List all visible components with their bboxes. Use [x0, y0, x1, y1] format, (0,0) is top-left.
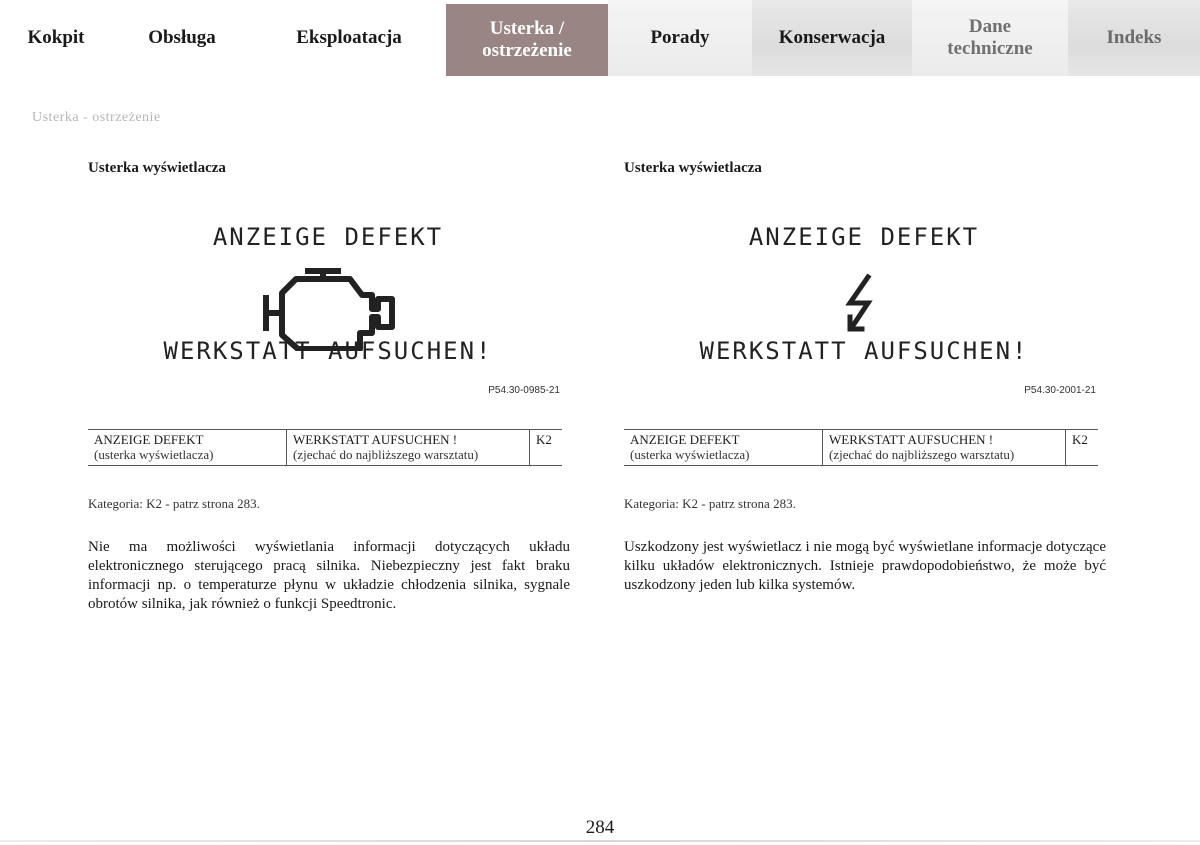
lightning-icon [842, 273, 876, 337]
category-note: Kategoria: K2 - patrz strona 283. [624, 496, 796, 511]
nav-tab-dane-techniczne[interactable] [912, 0, 1068, 76]
cell-main: ANZEIGE DEFEKT [630, 432, 740, 447]
table-cell [823, 430, 1066, 466]
right-section [624, 160, 1106, 593]
message-table [624, 429, 1098, 466]
section-title: Usterka wyświetlacza [624, 160, 762, 176]
table-cell [88, 430, 287, 466]
cell-sub: (usterka wyświetlacza) [630, 447, 750, 462]
cell-main: ANZEIGE DEFEKT [94, 432, 204, 447]
nav-tab-usterka-ostrzezenie[interactable] [446, 4, 608, 76]
nav-tab-porady[interactable] [608, 0, 752, 76]
table-row [624, 430, 1098, 466]
display-line-1: ANZEIGE DEFEKT [748, 223, 980, 251]
body-text: Uszkodzony jest wyświetlacz i nie mogą być wyświetlane informacje dotyczące kilku układów elektronicznych. Istnieje prawdopodobieństwo, że może być uszkodzony jeden lub kilka systemów. [624, 539, 1106, 593]
section-title: Usterka wyświetlacza [88, 160, 226, 176]
nav-tab-kokpit[interactable] [0, 0, 112, 76]
cell-main: WERKSTATT AUFSUCHEN ! [829, 432, 994, 447]
cell-sub: (zjechać do najbliższego warsztatu) [293, 447, 479, 462]
display-line-2: WERKSTATT AUFSUCHEN! [699, 337, 1029, 365]
display-illustration [624, 195, 1104, 396]
display-line-1: ANZEIGE DEFEKT [212, 223, 444, 251]
cell-main: WERKSTATT AUFSUCHEN ! [293, 432, 458, 447]
nav-tab-label: Dane techniczne [947, 16, 1033, 59]
nav-tab-label: Usterka / ostrzeżenie [482, 18, 572, 61]
nav-tab-indeks[interactable] [1068, 0, 1200, 76]
nav-tab-label: Obsługa [148, 27, 216, 48]
nav-tab-label: Kokpit [27, 27, 85, 48]
table-cell [624, 430, 823, 466]
nav-tab-label: Eksploatacja [296, 27, 402, 48]
top-navigation [0, 0, 1200, 76]
table-cell-category: K2 [1066, 430, 1099, 466]
cell-sub: (usterka wyświetlacza) [94, 447, 214, 462]
nav-tab-label: Indeks [1106, 27, 1162, 48]
left-section [88, 160, 570, 612]
table-cell [287, 430, 530, 466]
page-number: 284 [585, 817, 615, 838]
nav-tab-eksploatacja[interactable] [252, 0, 446, 76]
cell-sub: (zjechać do najbliższego warsztatu) [829, 447, 1015, 462]
table-row [88, 430, 562, 466]
nav-tab-konserwacja[interactable] [752, 0, 912, 76]
category-note: Kategoria: K2 - patrz strona 283. [88, 496, 260, 511]
footer-divider [0, 840, 1200, 842]
body-text: Nie ma możliwości wyświetlania informacji dotyczących układu elektronicznego sterującego pracą silnika. Niebezpieczny jest fakt braku informacji np. o temperaturze płynu w układzie chłodzenia silnika, sygnale obrotów silnika, jak również o funkcji Speedtronic. [88, 539, 570, 612]
figure-code: P54.30-2001-21 [1024, 385, 1096, 396]
message-table [88, 429, 562, 466]
nav-tab-label: Konserwacja [778, 27, 886, 48]
nav-tab-obsluga[interactable] [112, 0, 252, 76]
display-line-2: WERKSTATT AUFSUCHEN! [163, 337, 493, 365]
display-illustration [88, 195, 568, 396]
breadcrumb: Usterka - ostrzeżenie [32, 110, 161, 125]
figure-code: P54.30-0985-21 [488, 385, 560, 396]
nav-tab-label: Porady [650, 27, 710, 48]
table-cell-category: K2 [530, 430, 563, 466]
